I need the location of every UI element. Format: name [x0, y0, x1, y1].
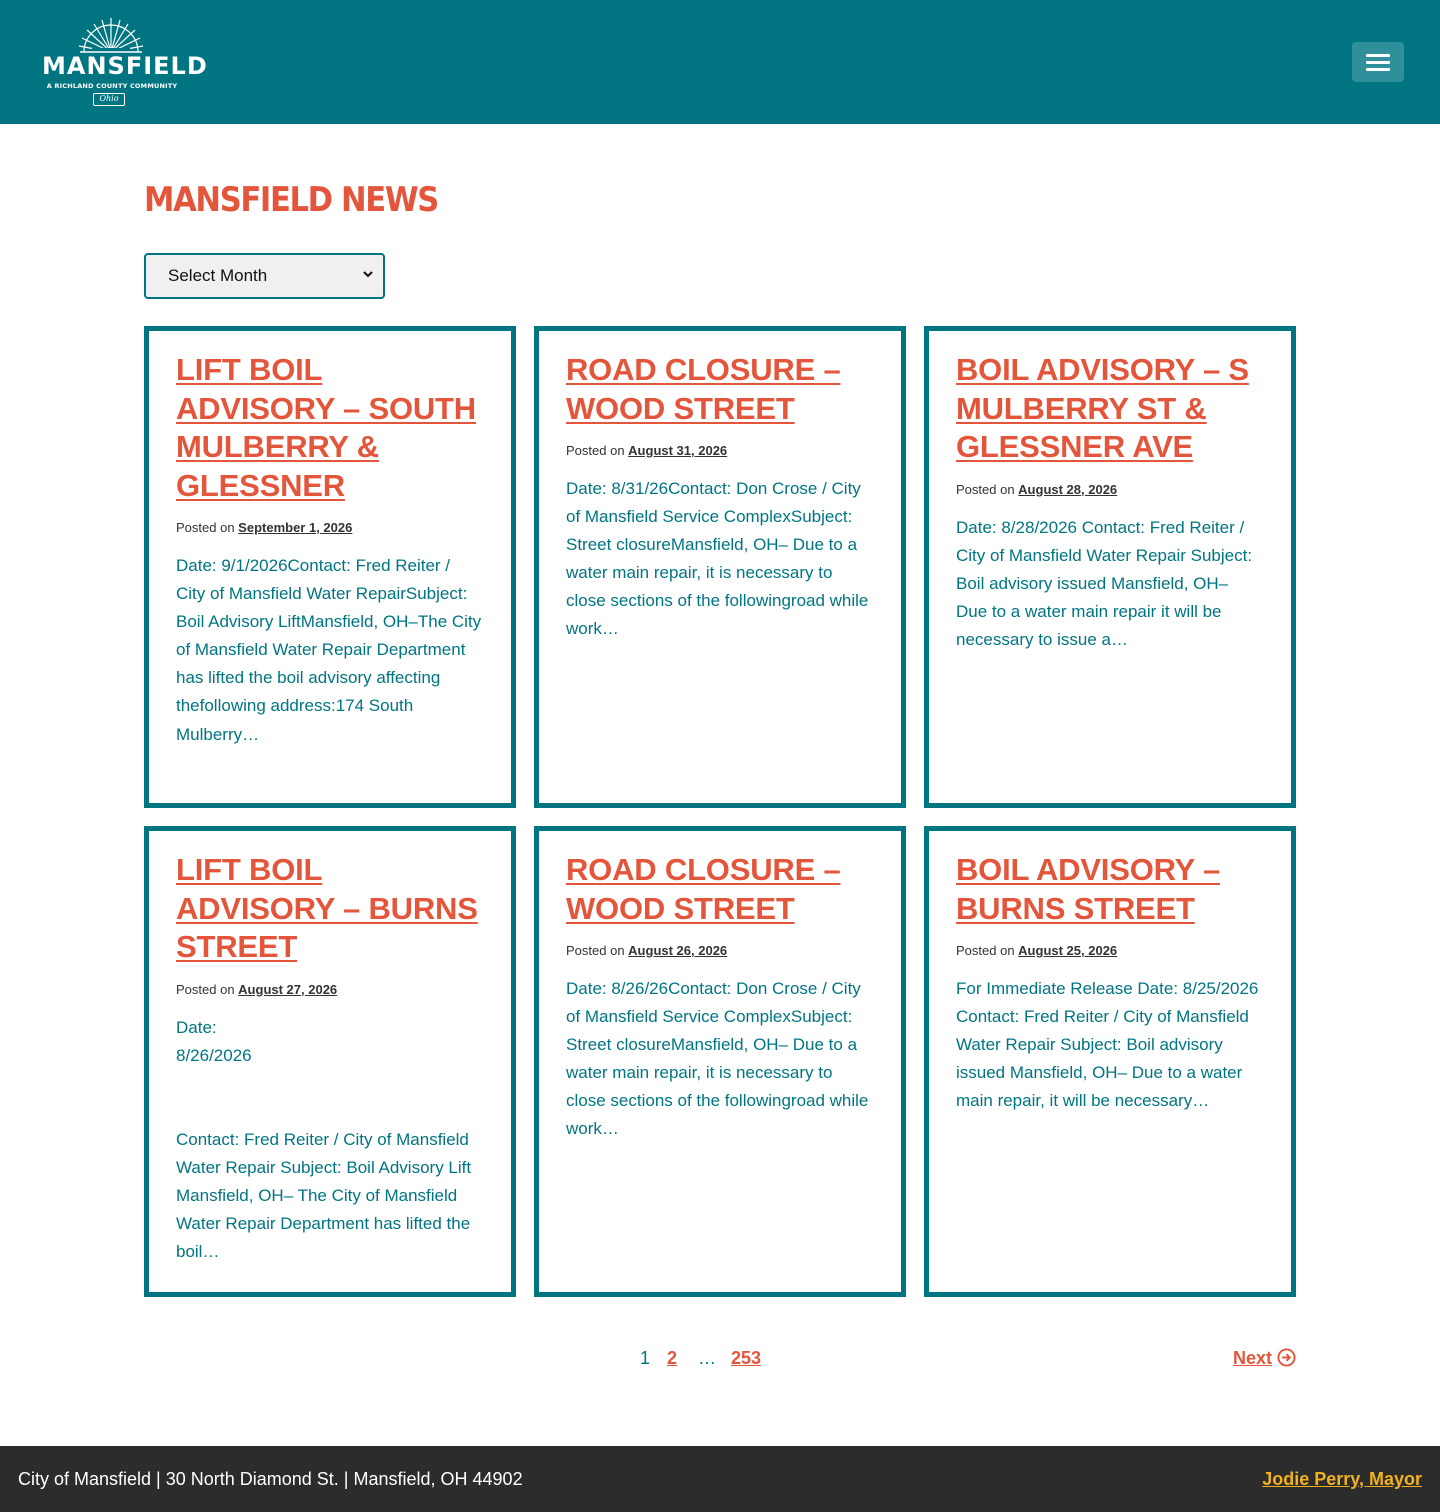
next-page-link[interactable]: Next — [1233, 1348, 1273, 1368]
post-meta — [566, 442, 874, 460]
mayor-link[interactable]: Jodie Perry, Mayor — [1262, 1469, 1422, 1489]
post-excerpt: For Immediate Release Date: 8/25/2026 Contact: Fred Reiter / City of Mansfield Water Repair Subject: Boil advisory issued Mansfield, OH– Due to a water main repair, it will be necessary… — [956, 979, 1259, 1111]
page-current: 1 — [640, 1348, 651, 1368]
page-ellipsis: … — [698, 1348, 716, 1368]
menu-button[interactable] — [1352, 42, 1404, 82]
post-date-link[interactable]: August 25, 2026 — [1018, 943, 1118, 958]
logo-state-badge: Ohio — [93, 93, 125, 106]
site-footer — [0, 1446, 1440, 1512]
post-excerpt: Date: 8/28/2026 Contact: Fred Reiter / City of Mansfield Water Repair Subject: Boil advisory issued Mansfield, OH– Due to a water main repair it will be necessary to issue a… — [956, 517, 1253, 649]
post-card — [144, 326, 516, 808]
post-card — [144, 826, 516, 1297]
post-title-link[interactable]: LIFT BOIL ADVISORY – BURNS STREET — [176, 852, 478, 964]
post-meta — [176, 519, 484, 537]
post-card — [924, 326, 1296, 808]
month-select[interactable] — [144, 253, 385, 299]
chevron-down-icon — [361, 267, 375, 281]
site-header — [0, 0, 1440, 124]
page-link-last[interactable]: 253 — [731, 1348, 762, 1368]
posted-prefix: Posted on — [176, 981, 235, 997]
page-link-2[interactable]: 2 — [667, 1348, 678, 1368]
posted-prefix: Posted on — [956, 481, 1015, 497]
post-meta — [176, 981, 484, 999]
post-title-link[interactable]: ROAD CLOSURE – WOOD STREET — [566, 852, 841, 926]
post-meta — [956, 942, 1264, 960]
posted-prefix: Posted on — [176, 520, 235, 535]
post-meta — [566, 942, 874, 960]
posted-prefix: Posted on — [566, 443, 625, 458]
month-select-value: Select Month — [168, 266, 268, 285]
post-date-link[interactable]: August 28, 2026 — [1018, 481, 1118, 497]
post-title-link[interactable]: ROAD CLOSURE – WOOD STREET — [566, 352, 841, 426]
posted-prefix: Posted on — [566, 943, 625, 958]
logo-tagline: A RICHLAND COUNTY COMMUNITY — [46, 82, 178, 90]
site-logo[interactable] — [40, 14, 208, 110]
post-excerpt: Date: 8/31/26Contact: Don Crose / City of Mansfield Service ComplexSubject: Street closureMansfield, OH– Due to a water main repair, it is necessary to close sections of the followingroad while work… — [566, 479, 869, 639]
post-card — [534, 326, 906, 808]
post-date-link[interactable]: August 31, 2026 — [628, 443, 728, 458]
post-title-link[interactable]: BOIL ADVISORY – BURNS STREET — [956, 852, 1221, 926]
post-date-link[interactable]: August 27, 2026 — [238, 981, 338, 997]
page-title: MANSFIELD NEWS — [144, 180, 438, 220]
footer-address: City of Mansfield | 30 North Diamond St. | Mansfield, OH 44902 — [18, 1469, 523, 1489]
pagination — [0, 1344, 1440, 1372]
post-card — [924, 826, 1296, 1297]
logo-wordmark: MANSFIELD — [42, 52, 208, 80]
hamburger-icon — [1366, 54, 1390, 57]
posted-prefix: Posted on — [956, 943, 1015, 958]
post-date-link[interactable]: September 1, 2026 — [238, 520, 353, 535]
post-card — [534, 826, 906, 1297]
post-date-link[interactable]: August 26, 2026 — [628, 943, 728, 958]
post-title-link[interactable]: LIFT BOIL ADVISORY – SOUTH MULBERRY & GLESSNER — [176, 352, 476, 503]
sunburst-icon — [40, 14, 182, 54]
post-excerpt: Date: 9/1/2026Contact: Fred Reiter / City of Mansfield Water RepairSubject: Boil Advisory LiftMansfield, OH–The City of Mansfield Water Repair Department has lifted the boil advisory affecting thefollowing address:174 South Mulberry… — [176, 556, 482, 744]
post-excerpt: Date: 8/26/2026 Contact: Fred Reiter / City of Mansfield Water Repair Subject: Boil Advisory Lift Mansfield, OH– The City of Mansfield Water Repair Department has lifted the boil… — [176, 1017, 472, 1262]
post-title-link[interactable]: BOIL ADVISORY – S MULBERRY ST & GLESSNER AVE — [956, 352, 1249, 464]
arrow-right-circle-icon[interactable] — [1277, 1348, 1296, 1367]
post-meta — [956, 481, 1264, 499]
post-excerpt: Date: 8/26/26Contact: Don Crose / City of Mansfield Service ComplexSubject: Street closureMansfield, OH– Due to a water main repair, it is necessary to close sections of the followingroad while work… — [566, 979, 869, 1139]
